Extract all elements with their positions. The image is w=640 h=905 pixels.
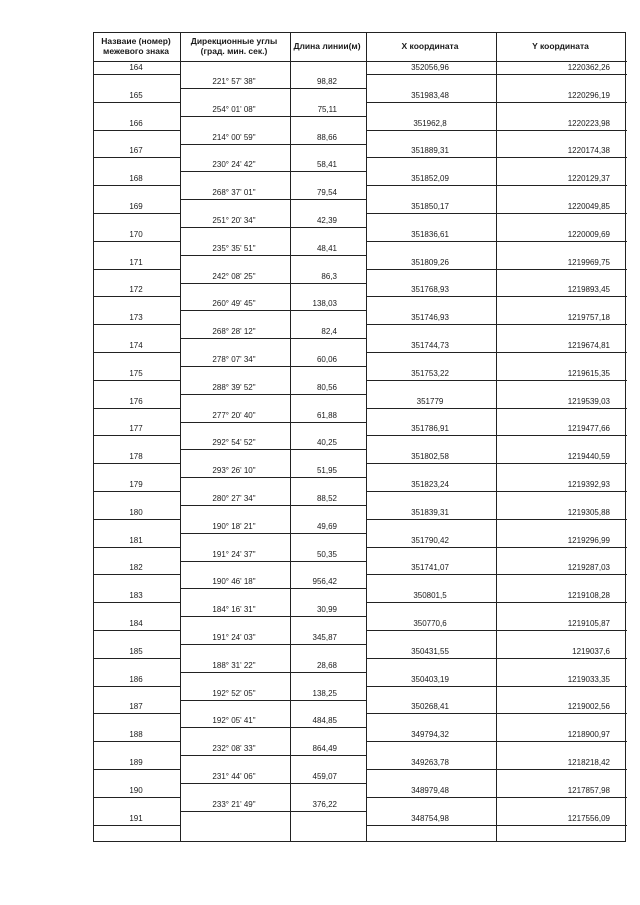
- y-coordinate-value: 1219757,18: [567, 313, 610, 323]
- row-rule: [180, 255, 366, 256]
- mark-number: 176: [129, 396, 143, 406]
- mark-number: 178: [129, 452, 143, 462]
- directional-angle-value: 292° 54' 52": [212, 438, 256, 448]
- row-rule: [366, 741, 627, 742]
- line-length-value: 82,4: [321, 327, 337, 337]
- y-coordinate-value: 1217556,09: [567, 813, 610, 823]
- row-rule: [180, 588, 366, 589]
- mark-number: 170: [129, 229, 143, 239]
- row-rule: [180, 88, 366, 89]
- header-y-coordinate: Y координата: [532, 41, 589, 51]
- directional-angle-value: 242° 08' 25": [212, 271, 256, 281]
- directional-angle-value: 288° 39' 52": [212, 382, 256, 392]
- line-length-value: 49,69: [316, 521, 337, 531]
- line-length-value: 138,03: [312, 299, 337, 309]
- row-rule: [180, 422, 366, 423]
- y-coordinate-value: 1219002,56: [567, 702, 610, 712]
- row-rule: [94, 547, 180, 548]
- x-coordinate-value: 351768,93: [411, 285, 449, 295]
- row-rule: [94, 463, 180, 464]
- row-rule: [94, 686, 180, 687]
- row-rule: [180, 644, 366, 645]
- row-rule: [94, 269, 180, 270]
- row-rule: [366, 269, 627, 270]
- row-rule: [180, 727, 366, 728]
- y-coordinate-value: 1220049,85: [567, 202, 610, 211]
- row-rule: [366, 797, 627, 798]
- row-rule: [366, 102, 627, 103]
- row-rule: [180, 199, 366, 200]
- directional-angle-value: 280° 27' 34": [212, 493, 256, 503]
- header-line-length: Длина линии(м): [293, 41, 361, 51]
- row-rule: [180, 227, 366, 228]
- row-rule: [180, 533, 366, 534]
- y-coordinate-value: 1219615,35: [567, 368, 610, 378]
- mark-number: 189: [129, 758, 143, 767]
- y-coordinate-value: 1218218,42: [567, 758, 610, 767]
- x-coordinate-value: 351746,93: [411, 313, 449, 323]
- x-coordinate-value: 351839,31: [411, 507, 449, 517]
- y-coordinate-value: 1219105,87: [567, 619, 610, 628]
- directional-angle-value: 188° 31' 22": [212, 660, 256, 670]
- mark-number: 165: [129, 90, 143, 100]
- x-coordinate-value: 349794,32: [411, 730, 449, 740]
- line-length-value: 86,3: [321, 271, 337, 281]
- y-coordinate-value: 1220362,26: [567, 63, 610, 72]
- x-coordinate-value: 351741,07: [411, 563, 449, 573]
- x-coordinate-value: 350801,5: [413, 591, 447, 601]
- x-coordinate-value: 351809,26: [411, 257, 449, 267]
- mark-number: 167: [129, 146, 143, 156]
- mark-number: 188: [129, 730, 143, 740]
- row-rule: [94, 797, 180, 798]
- row-rule: [94, 352, 180, 353]
- y-coordinate-value: 1219893,45: [567, 285, 610, 295]
- row-rule: [180, 783, 366, 784]
- x-coordinate-value: 351852,09: [411, 174, 449, 184]
- row-rule: [94, 157, 180, 158]
- mark-number: 179: [129, 480, 143, 489]
- line-length-value: 28,68: [316, 660, 337, 670]
- line-length-value: 864,49: [312, 744, 337, 754]
- mark-number: 177: [129, 424, 143, 434]
- directional-angle-value: 235° 35' 51": [212, 243, 256, 253]
- row-rule: [180, 171, 366, 172]
- row-rule: [366, 296, 627, 297]
- row-rule: [366, 130, 627, 131]
- line-length-value: 956,42: [312, 577, 337, 587]
- x-coordinate-value: 351889,31: [411, 146, 449, 156]
- x-coordinate-value: 351779: [416, 396, 444, 406]
- row-rule: [180, 394, 366, 395]
- mark-number: 184: [129, 619, 143, 628]
- directional-angle-value: 191° 24' 03": [212, 632, 256, 642]
- row-rule: [94, 741, 180, 742]
- y-coordinate-value: 1218900,97: [567, 730, 610, 740]
- mark-number: 182: [129, 563, 143, 573]
- row-rule: [366, 630, 627, 631]
- directional-angle-value: 192° 52' 05": [212, 688, 256, 698]
- line-length-value: 98,82: [316, 76, 337, 86]
- x-coordinate-value: 351786,91: [411, 424, 449, 434]
- x-coordinate-value: 351790,42: [411, 535, 449, 545]
- row-rule: [94, 102, 180, 103]
- directional-angle-value: 214° 00' 59": [212, 132, 256, 142]
- row-rule: [366, 185, 627, 186]
- y-coordinate-value: 1217857,98: [567, 785, 610, 795]
- row-rule: [366, 769, 627, 770]
- row-rule: [94, 296, 180, 297]
- row-rule: [94, 602, 180, 603]
- mark-number: 164: [129, 63, 143, 72]
- y-coordinate-value: 1220129,37: [567, 174, 610, 184]
- line-length-value: 79,54: [316, 188, 337, 198]
- y-coordinate-value: 1219477,66: [567, 424, 610, 434]
- x-coordinate-value: 350431,55: [411, 646, 449, 656]
- row-rule: [94, 630, 180, 631]
- boundary-coordinates-table: [93, 32, 626, 842]
- x-coordinate-value: 348979,48: [411, 785, 449, 795]
- row-rule: [366, 547, 627, 548]
- row-rule: [180, 755, 366, 756]
- directional-angle-value: 268° 28' 12": [212, 327, 256, 337]
- y-coordinate-value: 1219287,03: [567, 563, 610, 573]
- row-rule: [94, 658, 180, 659]
- y-coordinate-value: 1219539,03: [567, 396, 610, 406]
- line-length-value: 484,85: [312, 716, 337, 726]
- mark-number: 187: [129, 702, 143, 712]
- x-coordinate-value: 351753,22: [411, 368, 449, 378]
- header-directional-angles: Дирекционные углы (град. мин. сек.): [190, 36, 278, 56]
- directional-angle-value: 190° 18' 21": [212, 521, 256, 531]
- row-rule: [94, 241, 180, 242]
- directional-angle-value: 232° 08' 33": [212, 744, 256, 754]
- row-rule: [366, 213, 627, 214]
- directional-angle-value: 260° 49' 45": [212, 299, 256, 309]
- y-coordinate-value: 1219440,59: [567, 452, 610, 462]
- row-rule: [366, 574, 627, 575]
- y-coordinate-value: 1219108,28: [567, 591, 610, 601]
- mark-number: 191: [129, 813, 143, 823]
- line-length-value: 40,25: [316, 438, 337, 448]
- mark-number: 180: [129, 507, 143, 517]
- line-length-value: 51,95: [316, 466, 337, 476]
- y-coordinate-value: 1219392,93: [567, 480, 610, 489]
- x-coordinate-value: 351823,24: [411, 480, 449, 489]
- row-rule: [366, 463, 627, 464]
- line-length-value: 60,06: [316, 354, 337, 364]
- mark-number: 174: [129, 341, 143, 350]
- mark-number: 190: [129, 785, 143, 795]
- y-coordinate-value: 1220174,38: [567, 146, 610, 156]
- directional-angle-value: 251° 20' 34": [212, 215, 256, 225]
- directional-angle-value: 231° 44' 06": [212, 771, 256, 781]
- mark-number: 186: [129, 674, 143, 684]
- y-coordinate-value: 1219037,6: [572, 646, 610, 656]
- row-rule: [94, 324, 180, 325]
- row-rule: [180, 283, 366, 284]
- directional-angle-value: 221° 57' 38": [212, 76, 256, 86]
- row-rule: [94, 380, 180, 381]
- directional-angle-value: 278° 07' 34": [212, 354, 256, 364]
- row-rule: [366, 658, 627, 659]
- mark-number: 169: [129, 202, 143, 211]
- row-rule: [366, 602, 627, 603]
- row-rule: [366, 491, 627, 492]
- row-rule: [94, 769, 180, 770]
- y-coordinate-value: 1219296,99: [567, 535, 610, 545]
- row-rule: [94, 213, 180, 214]
- row-rule: [94, 74, 180, 75]
- y-coordinate-value: 1220009,69: [567, 229, 610, 239]
- row-rule: [94, 713, 180, 714]
- line-length-value: 48,41: [316, 243, 337, 253]
- row-rule: [180, 616, 366, 617]
- y-coordinate-value: 1219674,81: [567, 341, 610, 350]
- row-rule: [366, 241, 627, 242]
- x-coordinate-value: 348754,98: [411, 813, 449, 823]
- row-rule: [366, 713, 627, 714]
- row-rule: [180, 449, 366, 450]
- x-coordinate-value: 351983,48: [411, 90, 449, 100]
- row-rule: [180, 672, 366, 673]
- x-coordinate-value: 351836,61: [411, 229, 449, 239]
- x-coordinate-value: 351802,58: [411, 452, 449, 462]
- row-rule: [180, 477, 366, 478]
- directional-angle-value: 268° 37' 01": [212, 188, 256, 198]
- row-rule: [180, 561, 366, 562]
- line-length-value: 61,88: [316, 410, 337, 420]
- row-rule: [366, 519, 627, 520]
- x-coordinate-value: 350770,6: [413, 619, 447, 628]
- mark-number: 175: [129, 368, 143, 378]
- row-rule: [180, 116, 366, 117]
- row-rule: [94, 130, 180, 131]
- y-coordinate-value: 1220223,98: [567, 118, 610, 128]
- row-rule: [366, 324, 627, 325]
- x-coordinate-value: 349263,78: [411, 758, 449, 767]
- y-coordinate-value: 1219969,75: [567, 257, 610, 267]
- directional-angle-value: 277° 20' 40": [212, 410, 256, 420]
- directional-angle-value: 190° 46' 18": [212, 577, 256, 587]
- mark-number: 185: [129, 646, 143, 656]
- mark-number: 166: [129, 118, 143, 128]
- line-length-value: 88,66: [316, 132, 337, 142]
- header-mark-name: Назвaие (номер) межевого знака: [101, 36, 171, 56]
- directional-angle-value: 184° 16' 31": [212, 605, 256, 615]
- mark-number: 183: [129, 591, 143, 601]
- row-rule: [94, 519, 180, 520]
- directional-angle-value: 293° 26' 10": [212, 466, 256, 476]
- directional-angle-value: 254° 01' 08": [212, 104, 256, 114]
- row-rule: [94, 491, 180, 492]
- directional-angle-value: 230° 24' 42": [212, 160, 256, 170]
- y-coordinate-value: 1219305,88: [567, 507, 610, 517]
- row-rule: [366, 74, 627, 75]
- y-coordinate-value: 1220296,19: [567, 90, 610, 100]
- line-length-value: 30,99: [316, 605, 337, 615]
- line-length-value: 376,22: [312, 799, 337, 809]
- x-coordinate-value: 350403,19: [411, 674, 449, 684]
- line-length-value: 58,41: [316, 160, 337, 170]
- row-rule: [94, 574, 180, 575]
- line-length-value: 50,35: [316, 549, 337, 559]
- mark-number: 171: [129, 257, 143, 267]
- x-coordinate-value: 351962,8: [413, 118, 447, 128]
- y-coordinate-value: 1219033,35: [567, 674, 610, 684]
- row-rule: [366, 380, 627, 381]
- row-rule: [180, 700, 366, 701]
- row-rule: [366, 157, 627, 158]
- row-rule: [180, 144, 366, 145]
- row-rule: [366, 825, 627, 826]
- row-rule: [94, 185, 180, 186]
- directional-angle-value: 233° 21' 49": [212, 799, 256, 809]
- row-rule: [94, 408, 180, 409]
- directional-angle-value: 191° 24' 37": [212, 549, 256, 559]
- row-rule: [180, 505, 366, 506]
- line-length-value: 42,39: [316, 215, 337, 225]
- mark-number: 173: [129, 313, 143, 323]
- row-rule: [180, 366, 366, 367]
- mark-number: 181: [129, 535, 143, 545]
- directional-angle-value: 192° 05' 41": [212, 716, 256, 726]
- line-length-value: 88,52: [316, 493, 337, 503]
- row-rule: [366, 408, 627, 409]
- row-rule: [366, 686, 627, 687]
- line-length-value: 80,56: [316, 382, 337, 392]
- line-length-value: 75,11: [317, 104, 337, 114]
- row-rule: [180, 338, 366, 339]
- line-length-value: 138,25: [312, 688, 337, 698]
- mark-number: 168: [129, 174, 143, 184]
- x-coordinate-value: 350268,41: [411, 702, 449, 712]
- row-rule: [180, 310, 366, 311]
- row-rule: [366, 352, 627, 353]
- mark-number: 172: [129, 285, 143, 295]
- x-coordinate-value: 351744,73: [411, 341, 449, 350]
- x-coordinate-value: 351850,17: [411, 202, 449, 211]
- row-rule: [94, 435, 180, 436]
- line-length-value: 459,07: [312, 771, 337, 781]
- header-x-coordinate: X координата: [401, 41, 459, 51]
- row-rule: [94, 825, 180, 826]
- line-length-value: 345,87: [312, 632, 337, 642]
- x-coordinate-value: 352056,96: [411, 63, 449, 72]
- row-rule: [180, 811, 366, 812]
- row-rule: [366, 435, 627, 436]
